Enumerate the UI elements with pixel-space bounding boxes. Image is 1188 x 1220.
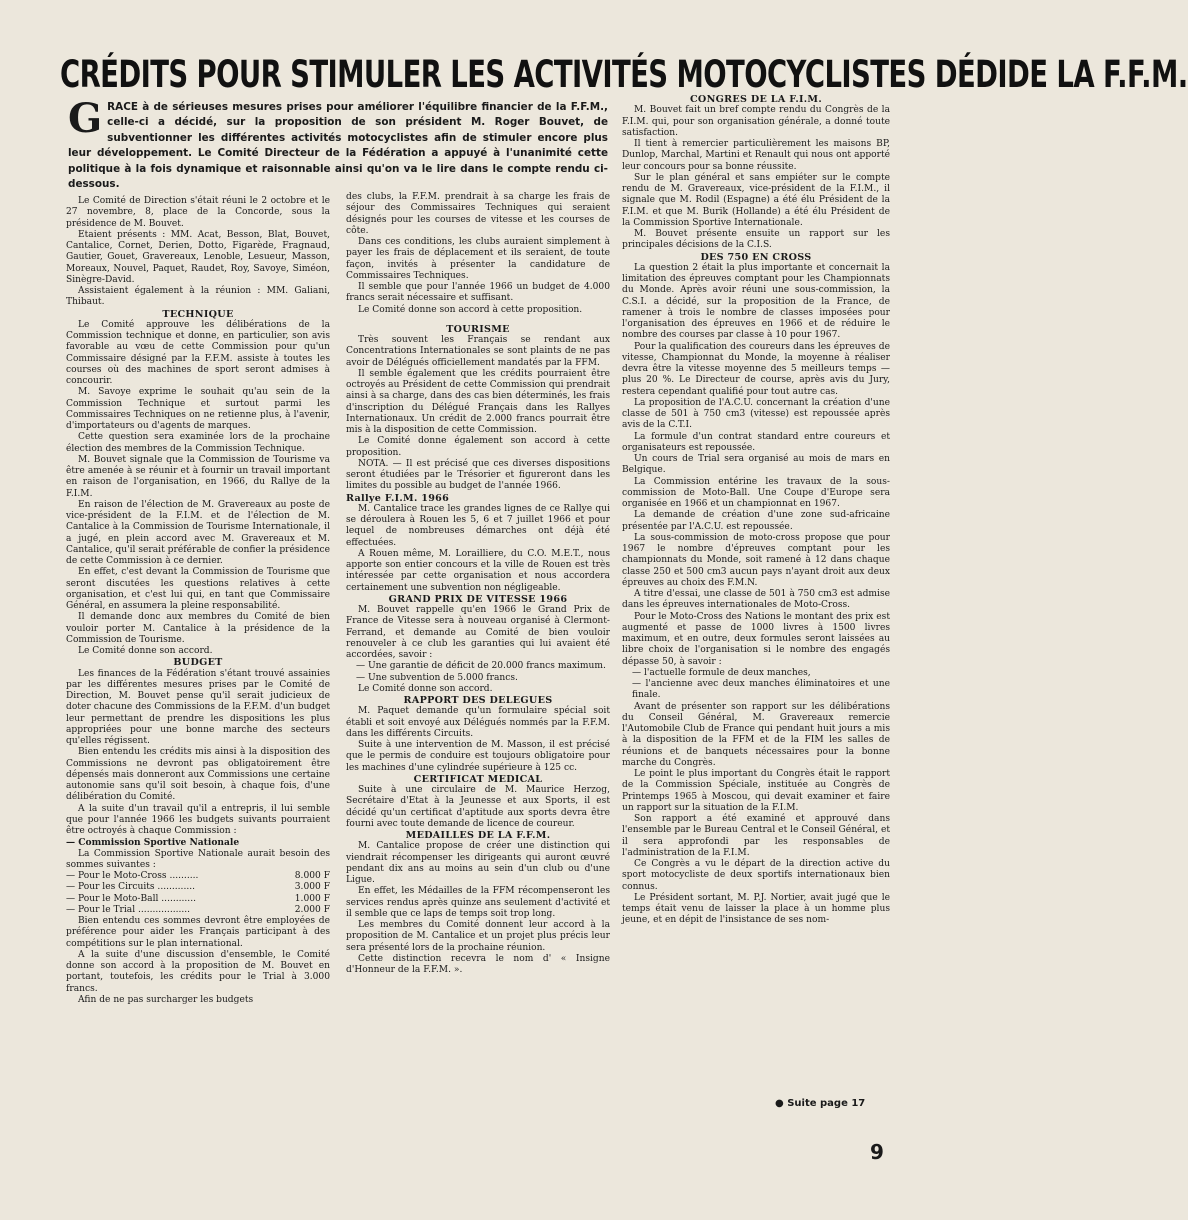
paragraph: La sous-commission de moto-cross propose que pour 1967 le nombre d'épreuves comptant pour les championnats du Monde, soit ramené à 12 dans chaque classe 250 et 500 cm3 aucun pays n'ayant droit aux deux épreuves au choix des F.M.N. [622, 532, 890, 588]
budget-line [66, 882, 330, 893]
paragraph: La formule d'un contrat standard entre coureurs et organisateurs est repoussée. [622, 431, 890, 453]
paragraph: Pour le Moto-Cross des Nations le montant des prix est augmenté et passe de 1000 livres à 1500 livres maximum, et en outre, deux formules seront laissées au libre choix de l'organisation si le nombre des engagés dépasse 50, à savoir : [622, 611, 890, 667]
paragraph: M. Bouvet signale que la Commission de Tourisme va être amenée à se réunir et à fournir un travail important en raison de l'organisation, en 1966, du Rallye de la F.I.M. [66, 454, 330, 499]
list-item: — Une garantie de déficit de 20.000 francs maximum. [356, 661, 606, 672]
list-item: — l'actuelle formule de deux manches, [632, 667, 811, 678]
paragraph: Bien entendu ces sommes devront être employées de préférence pour aider les Français participant à des compétitions sur le plan international. [66, 916, 330, 949]
section-heading-grand-prix: GRAND PRIX DE VITESSE 1966 [388, 593, 568, 605]
paragraph: En effet, les Médailles de la FFM récompenseront les services rendus après quinze ans seulement d'activité et il semble que ce laps de temps soit trop long. [346, 886, 610, 919]
paragraph: Le Comité donne son accord. [358, 683, 493, 694]
headline: CRÉDITS POUR STIMULER LES ACTIVITÉS MOTOCYCLISTES DÉDIDE LA F.F.M. [60, 53, 1188, 97]
paragraph: Très souvent les Français se rendant aux Concentrations Internationales se sont plaints de ne pas avoir de Délégués officiellement mandatés par la FFM. [346, 335, 610, 368]
paragraph: Son rapport a été examiné et approuvé dans l'ensemble par le Bureau Central et le Conseil Général, et il sera approfondi par les responsables de l'administration de la F.I.M. [622, 814, 890, 858]
budget-line-amount: 8.000 F [294, 871, 330, 881]
section-heading-congres: CONGRES DE LA F.I.M. [690, 94, 822, 105]
paragraph: Il semble que pour l'année 1966 un budget de 4.000 francs serait nécessaire et suffisant. [346, 282, 610, 304]
paragraph: Les membres du Comité donnent leur accord à la proposition de M. Cantalice et un projet plus précis leur sera présenté lors de la prochaine réunion. [346, 920, 610, 953]
paragraph: NOTA. — Il est précisé que ces diverses dispositions seront étudiées par le Trésorier et figureront dans les limites du possible au budget de l'année 1966. [346, 458, 610, 492]
column-3 [622, 94, 890, 1094]
paragraph: Etaient présents : MM. Acat, Besson, Blat, Bouvet, Cantalice, Cornet, Derien, Dotto, Figarède, Fragnaud, Gautier, Gouet, Gravereaux, Lenoble, Lesueur, Masson, Moreaux, Nouvel, Paquet, Raudet, Roy, Savoye, Siméon, Sinègre-David. [66, 229, 330, 285]
paragraph: M. Bouvet présente ensuite un rapport sur les principales décisions de la C.I.S. [622, 229, 890, 251]
paragraph: A la suite d'un travail qu'il a entrepris, il lui semble que pour l'année 1966 les budgets suivants pourraient être octroyés à chaque Commission : [66, 803, 330, 836]
paragraph: A la suite d'une discussion d'ensemble, le Comité donne son accord à la proposition de M. Bouvet en portant, toutefois, les crédits pour le Trial à 3.000 francs. [66, 949, 330, 994]
paragraph: Cette question sera examinée lors de la prochaine élection des membres de la Commission Technique. [66, 432, 330, 454]
paragraph: Afin de ne pas surcharger les budgets [78, 994, 254, 1005]
list-item: — Une subvention de 5.000 francs. [356, 672, 518, 683]
budget-line [66, 905, 330, 916]
column-1 [66, 196, 330, 1124]
paragraph: M. Cantalice propose de créer une distinction qui viendrait récompenser les dirigeants qui auront œuvré pendant dix ans au moins au sein d'un club ou d'une Ligue. [346, 841, 610, 885]
paragraph: En raison de l'élection de M. Gravereaux au poste de vice-président de la F.I.M. et de l'élection de M. Cantalice à la Commission de Tourisme Internationale, il a jugé, en plein accord avec M. Gravereaux et M. Cantalice, qu'il serait préférable de confier la présidence de cette Commission à ce dernier. [66, 499, 330, 566]
intro-paragraph [68, 95, 608, 192]
section-heading-technique: TECHNIQUE [162, 308, 234, 320]
budget-line [66, 871, 330, 882]
paragraph: Avant de présenter son rapport sur les délibérations du Conseil Général, M. Gravereaux remercie l'Automobile Club de France qui pendant huit jours a mis à la disposition de la FFM et de la FIM les salles de réunions et de banquets nécessaires pour la bonne marche du Congrès. [622, 701, 890, 768]
paragraph: Le point le plus important du Congrès était le rapport de la Commission Spéciale, instituée au Congrès de Printemps 1965 à Moscou, qui devait examiner et faire un rapport sur la situation de la F.I.M. [622, 769, 890, 813]
paragraph: M. Cantalice trace les grandes lignes de ce Rallye qui se déroulera à Rouen les 5, 6 et 7 juillet 1966 et pour lequel de nombreuses démarches ont déjà été effectuées. [346, 503, 610, 548]
paragraph: Ce Congrès a vu le départ de la direction active du sport motocycliste de deux sportifs internationaux bien connus. [622, 859, 890, 892]
budget-line-amount: 1.000 F [294, 893, 330, 904]
paragraph: Pour la qualification des coureurs dans les épreuves de vitesse, Championnat du Monde, la moyenne à réaliser devra être la vitesse moyenne des 5 meilleurs temps — plus 20 %. Le Directeur de course, après avis du Jury, restera cependant qualifié pour tout autre cas. [622, 341, 890, 397]
paragraph: Il tient à remercier particulièrement les maisons BP, Dunlop, Marchal, Martini et Renault qui nous ont apporté leur concours pour sa bonne réussite. [622, 139, 890, 172]
section-heading-rallye: Rallye F.I.M. 1966 [346, 492, 450, 504]
paragraph: M. Savoye exprime le souhait qu'au sein de la Commission Technique et surtout parmi les Commissaires Techniques on ne retienne plus, à l'avenir, d'importateurs ou d'agents de marques. [66, 387, 330, 431]
subheading: — Commission Sportive Nationale [66, 837, 240, 849]
budget-line-amount: 3.000 F [294, 882, 330, 893]
paragraph: Le Comité approuve les délibérations de la Commission technique et donne, en particulier, son avis favorable au vœu de cette Commission pour qu'un Commissaire désigné par la F.F.M. assiste à toutes les courses où des machines de sport seront admises à concourir. [66, 319, 330, 386]
section-heading-tourisme: TOURISME [446, 323, 510, 335]
budget-line-label: — Pour les Circuits ............. [66, 882, 196, 893]
page-number: 9 [870, 1140, 884, 1164]
paragraph: Sur le plan général et sans empiéter sur le compte rendu de M. Gravereaux, vice-président de la F.I.M., il signale que M. Rodil (Espagne) a été élu Président de la F.I.M. et que M. Burik (Hollande) a été élu Président de la Commission Sportive Internationale. [622, 172, 890, 228]
paragraph: Le Président sortant, M. P.J. Nortier, avait jugé que le temps était venu de laisser la place à un homme plus jeune, et en dépit de l'insistance de ses nom- [622, 892, 890, 926]
paragraph: Le Comité donne également son accord à cette proposition. [346, 436, 610, 458]
intro-text: RACE à de sérieuses mesures prises pour améliorer l'équilibre financier de la F.F.M., celle-ci a décidé, sur la proposition de son président M. Roger Bouvet, de subventionner les différentes activités motocyclistes afin de stimuler encore plus leur développement. Le Comité Directeur de la Fédération a appuyé à l'unanimité cette politique à la fois dynamique et raisonnable ainsi qu'on va le lire dans le compte rendu ci-dessous. [68, 101, 608, 191]
paragraph: Il semble également que les crédits pourraient être octroyés au Président de cette Commission qui prendrait ainsi à sa charge, dans des cas bien déterminés, les frais d'inscription du Délégué Français dans les Rallyes Internationaux. Un crédit de 2.000 francs pourrait être mis à la disposition de cette Commission. [346, 368, 610, 435]
paragraph: La proposition de l'A.C.U. concernant la création d'une classe de 501 à 750 cm3 (vitesse) est repoussée après avis de la C.T.I. [622, 397, 890, 431]
paragraph: La Commission entérine les travaux de la sous-commission de Moto-Ball. Une Coupe d'Europe sera organisée en 1966 et un championnat en 1967. [622, 476, 890, 509]
paragraph: Suite à une circulaire de M. Maurice Herzog, Secrétaire d'Etat à la Jeunesse et aux Sports, il est décidé qu'un certificat d'aptitude aux sports devra être fourni avec toute demande de licence de coureur. [346, 785, 610, 829]
paragraph: Les finances de la Fédération s'étant trouvé assainies par les différentes mesures prises par le Comité de Direction, M. Bouvet pense qu'il serait judicieux de doter chacune des Commissions de la F.F.M. d'un budget leur permettant de prendre les dispositions les plus appropriées pour une bonne marche des secteurs qu'elles régissent. [66, 668, 330, 746]
paragraph: Il demande donc aux membres du Comité de bien vouloir porter M. Cantalice à la présidence de la Commission de Tourisme. [66, 612, 330, 645]
list-item: — l'ancienne avec deux manches éliminatoires et une finale. [632, 679, 890, 701]
drop-cap: G [68, 95, 103, 142]
section-heading-certificat: CERTIFICAT MEDICAL [413, 773, 543, 785]
paragraph: des clubs, la F.F.M. prendrait à sa charge les frais de séjour des Commissaires Techniques qui seraient désignés pour les courses de vitesse et les courses de côte. [346, 192, 610, 236]
section-heading-budget: BUDGET [173, 657, 223, 669]
budget-line-label: — Pour le Trial .................. [66, 904, 191, 915]
budget-line-amount: 2.000 F [294, 904, 330, 915]
continued-note: ● Suite page 17 [775, 1098, 866, 1109]
section-heading-medailles: MEDAILLES DE LA F.F.M. [405, 830, 551, 841]
budget-line-label: — Pour le Moto-Ball ............ [66, 893, 196, 904]
paragraph: Le Comité de Direction s'était réuni le 2 octobre et le 27 novembre, 8, place de la Concorde, sous la présidence de M. Bouvet. [66, 196, 330, 229]
paragraph: Dans ces conditions, les clubs auraient simplement à payer les frais de déplacement et ils seraient, de toute façon, invités à présenter la candidature de Commissaires Techniques. [346, 237, 610, 281]
paragraph: Un cours de Trial sera organisé au mois de mars en Belgique. [622, 454, 890, 476]
paragraph: M. Bouvet rappelle qu'en 1966 le Grand Prix de France de Vitesse sera à nouveau organisé à Clermont-Ferrand, et demande au Comité de bien vouloir renouveler à ce club les garanties qui lui avaient été accordées, savoir : [346, 605, 610, 660]
section-heading-delegues: RAPPORT DES DELEGUES [403, 695, 553, 706]
budget-line [66, 894, 330, 905]
paragraph: La demande de création d'une zone sud-africaine présentée par l'A.C.U. est repoussée. [622, 510, 890, 532]
column-2 [346, 192, 610, 1120]
paragraph: Le Comité donne son accord à cette proposition. [358, 304, 583, 315]
paragraph: A Rouen même, M. Lorailliere, du C.O. M.E.T., nous apporte son entier concours et la ville de Rouen est très intéressée par cette organisation et nous accordera certainement une subvention non négligeable. [346, 548, 610, 593]
paragraph: Assistaient également à la réunion : MM. Galiani, Thibaut. [66, 286, 330, 308]
paragraph: Suite à une intervention de M. Masson, il est précisé que le permis de conduire est toujours obligatoire pour les machines d'une cylindrée supérieure à 125 cc. [346, 740, 610, 773]
paragraph: La question 2 était la plus importante et concernait la limitation des épreuves comptant pour les Championnats du Monde. Après avoir réuni une sous-commission, la C.S.I. a décidé, sur la proposition de la France, de ramener à trois le nombre de classes imposées pour l'organisation des épreuves en 1966 et de réduire le nombre des courses par classe à 10 pour 1967. [622, 262, 890, 341]
paragraph: M. Paquet demande qu'un formulaire spécial soit établi et soit envoyé aux Délégués nommés par la F.F.M. dans les différents Circuits. [346, 706, 610, 739]
paragraph: La Commission Sportive Nationale aurait besoin des sommes suivantes : [66, 848, 330, 870]
budget-line-label: — Pour le Moto-Cross .......... [66, 871, 199, 881]
paragraph: En effet, c'est devant la Commission de Tourisme que seront discutées les questions relatives à cette organisation, et c'est lui qui, en tant que Commissaire Général, en assumera la pleine responsabilité. [66, 567, 330, 611]
paragraph: Bien entendu les crédits mis ainsi à la disposition des Commissions ne devront pas obligatoirement être dépensés mais donneront aux Commissions une certaine autonomie sans qu'il soit besoin, à chaque fois, d'une délibération du Comité. [66, 747, 330, 803]
section-heading-750: DES 750 EN CROSS [700, 251, 812, 263]
paragraph: M. Bouvet fait un bref compte rendu du Congrès de la F.I.M. qui, pour son organisation générale, a donné toute satisfaction. [622, 105, 890, 138]
paragraph: Le Comité donne son accord. [78, 646, 213, 656]
paragraph: Cette distinction recevra le nom d' « Insigne d'Honneur de la F.F.M. ». [346, 953, 610, 975]
paragraph: A titre d'essai, une classe de 501 à 750 cm3 est admise dans les épreuves internationales de Moto-Cross. [622, 589, 890, 611]
